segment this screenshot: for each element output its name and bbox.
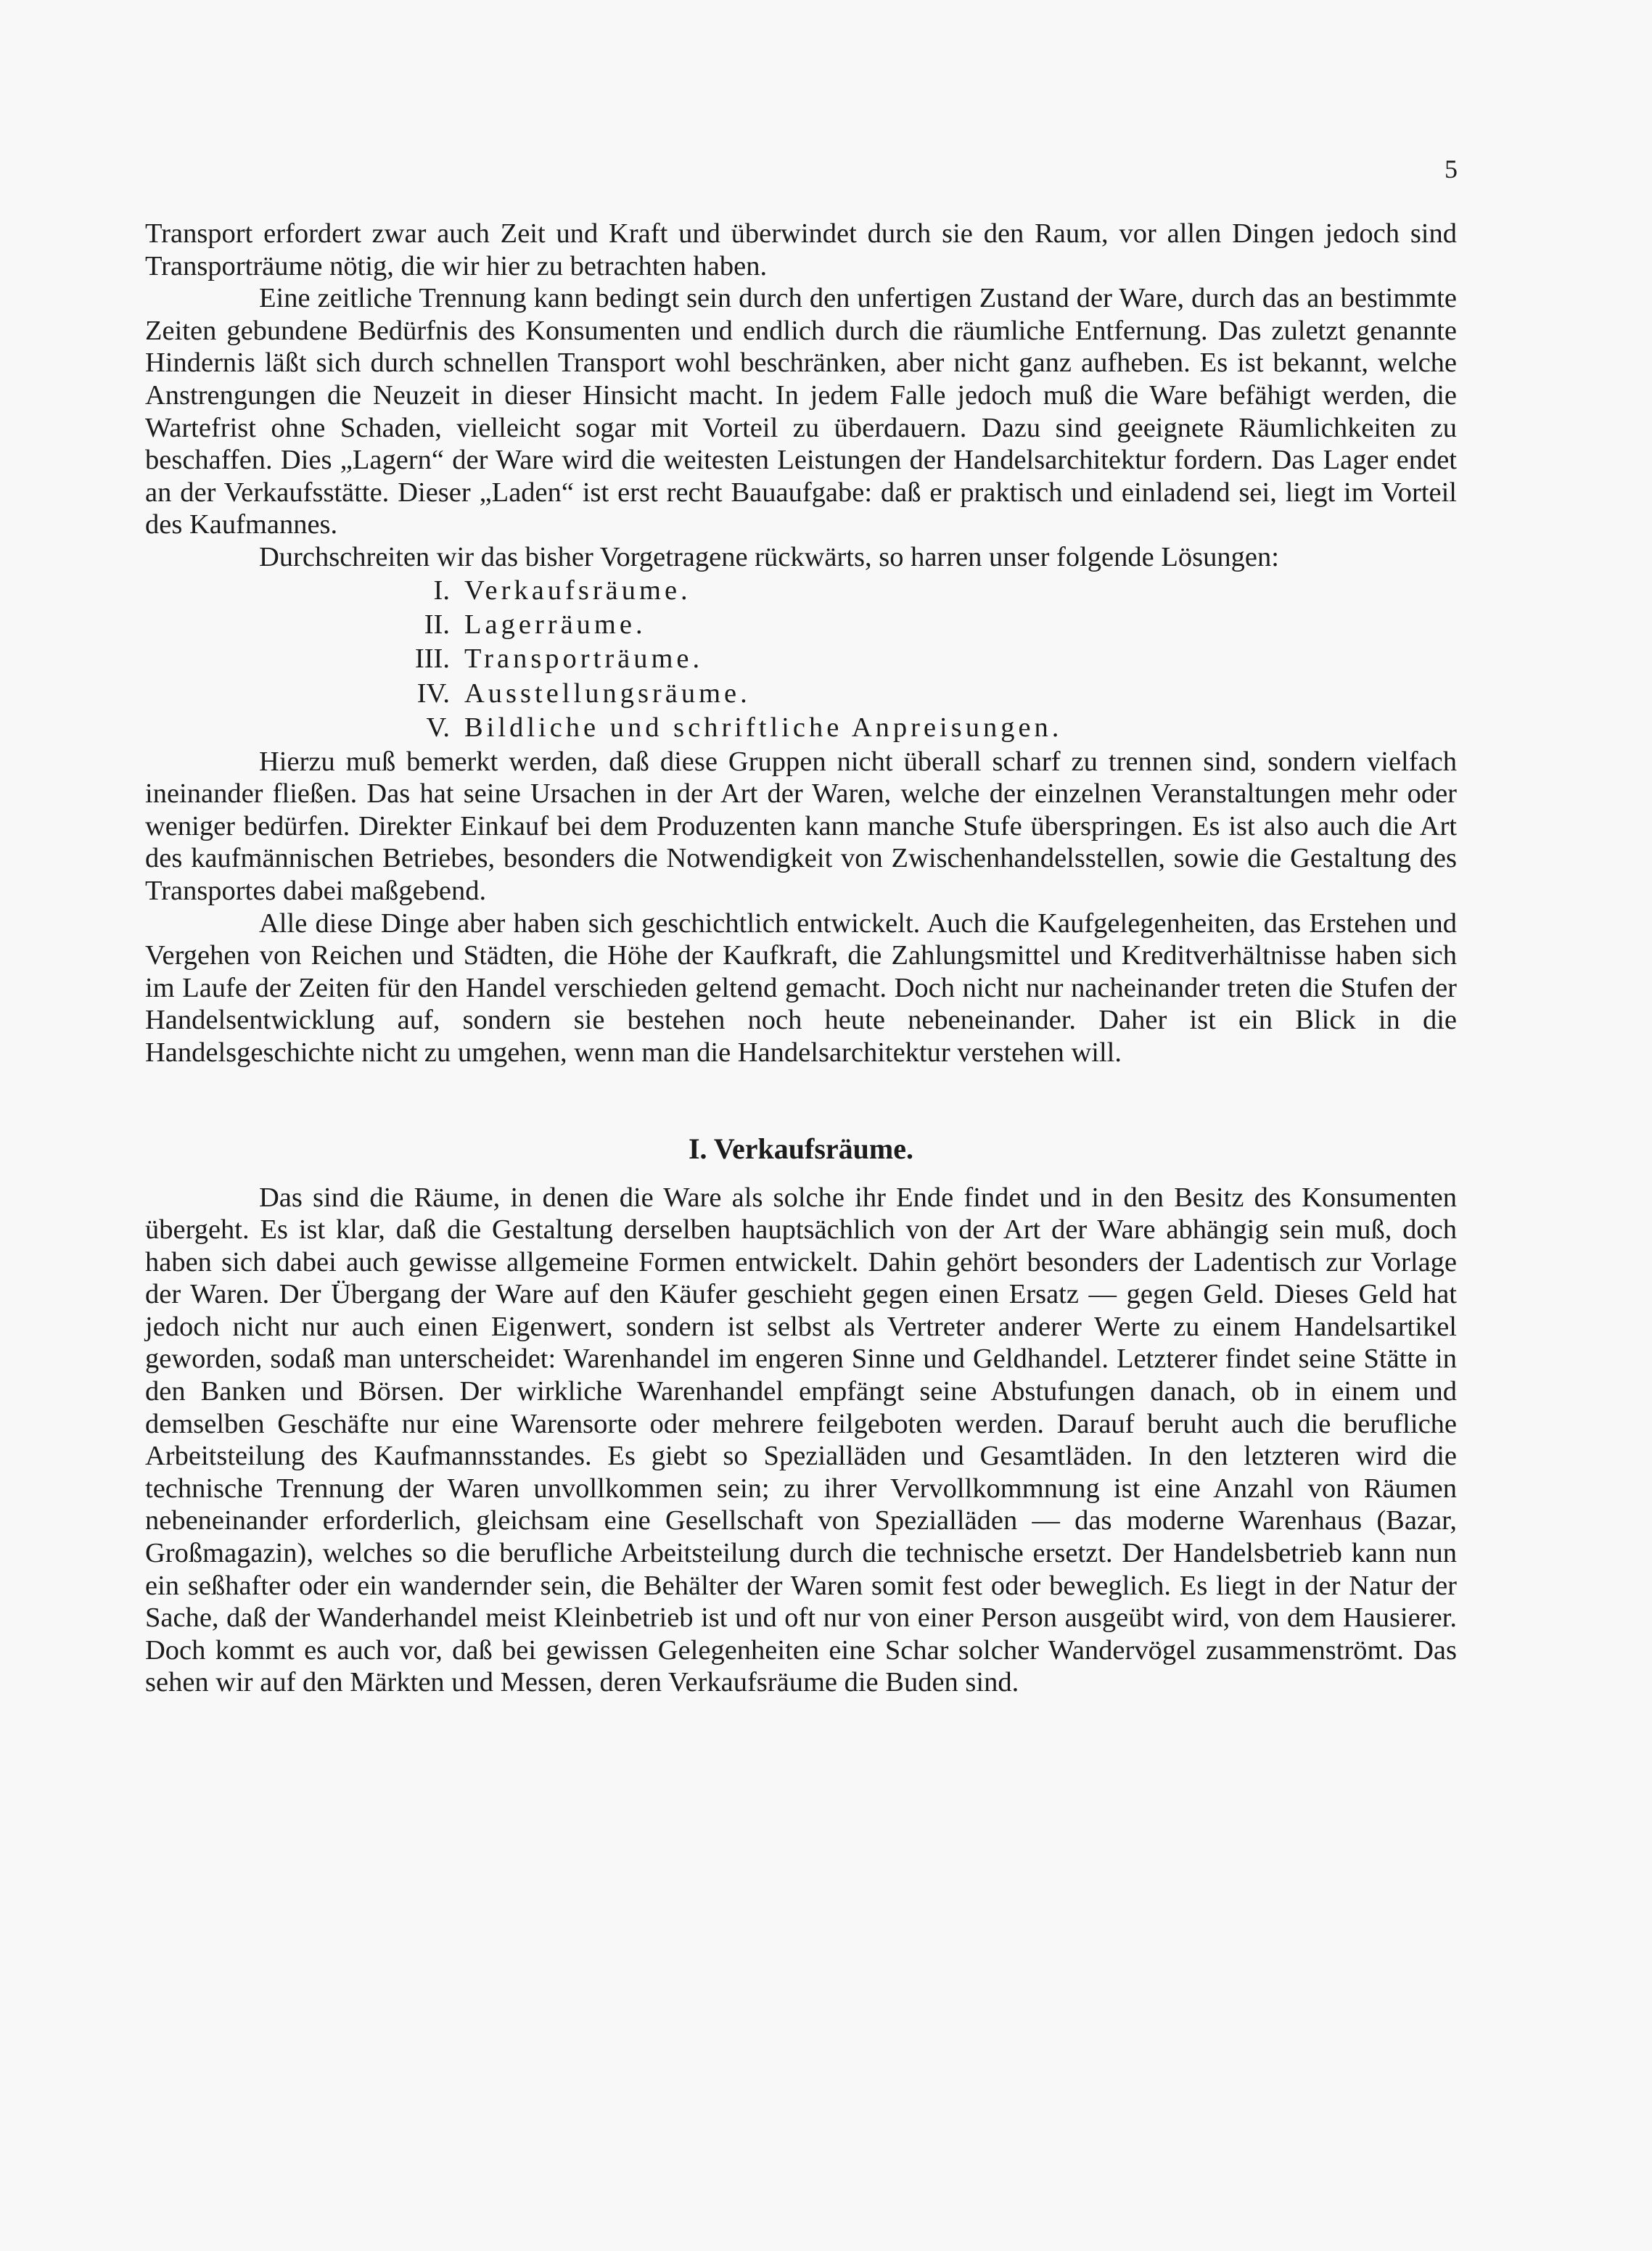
paragraph-geschichte: Alle diese Dinge aber haben sich geschichtlich entwickelt. Auch die Kaufgelegenheiten, das Erstehen und Vergehen von Reichen und Städten, die Höhe der Kaufkraft, die Zahlungsmittel und Kreditverhältnisse haben sich im Laufe der Zeiten für den Handel verschieden geltend gemacht. Doch nicht nur nacheinander treten die Stufen der Handelsentwicklung auf, sondern sie bestehen noch heute nebeneinander. Daher ist ein Blick in die Handelsgeschichte nicht zu umgehen, wenn man die Handelsarchitektur verstehen will. — [145, 908, 1457, 1068]
paragraph-zeitliche-trennung: Eine zeitliche Trennung kann bedingt sein durch den unfertigen Zustand der Ware, durch das an bestimmte Zeiten gebundene Bedürfnis des Konsumenten und endlich durch die räumliche Entfernung. Das zuletzt genannte Hindernis läßt sich durch schnellen Transport wohl beschränken, aber nicht ganz aufheben. Es ist bekannt, welche Anstrengungen die Neuzeit in dieser Hinsicht macht. In jedem Falle jedoch muß die Ware befähigt werden, die Wartefrist ohne Schaden, vielleicht sogar mit Vorteil zu überdauern. Dazu sind geeignete Räumlichkeiten zu beschaffen. Dies „Lagern“ der Ware wird die weitesten Leistungen der Handelsarchitektur fordern. Das Lager endet an der Verkaufsstätte. Dieser „Laden“ ist erst recht Bauaufgabe: daß er praktisch und einladend sei, liegt im Vorteil des Kaufmannes. — [145, 283, 1457, 540]
list-item-label: Transporträume. — [464, 643, 704, 675]
list-item-number: I. — [433, 575, 450, 606]
list-item — [406, 642, 1457, 676]
paragraph-loesungen-intro: Durchschreiten wir das bisher Vorgetragene rückwärts, so harren unser folgende Lösungen: — [259, 541, 1279, 572]
list-item — [406, 677, 1457, 711]
paragraph-transport: Transport erfordert zwar auch Zeit und Kraft und überwindet durch sie den Raum, vor allen Dingen jedoch sind Transporträume nötig, die wir hier zu betrachten haben. — [145, 218, 1457, 281]
paragraph-gruppen: Hierzu muß bemerkt werden, daß diese Gruppen nicht überall scharf zu trennen sind, sondern vielfach ineinander fließen. Das hat seine Ursachen in der Art der Waren, welche der einzelnen Veranstaltungen mehr oder weniger bedürfen. Direkter Einkauf bei dem Produzenten kann manche Stufe überspringen. Es ist also auch die Art des kaufmännischen Betriebes, besonders die Notwendigkeit von Zwischenhandelsstellen, sowie die Gestaltung des Transportes dabei maßgebend. — [145, 746, 1457, 906]
solutions-list — [406, 574, 1457, 746]
list-item-number: IV. — [416, 678, 450, 709]
list-item — [406, 711, 1457, 745]
paragraph-verkaufsraeume: Das sind die Räume, in denen die Ware als solche ihr Ende findet und in den Besitz des Konsumenten übergeht. Es ist klar, daß die Gestaltung derselben hauptsächlich von der Art der Ware abhängig sein muß, doch haben sich dabei auch gewisse allgemeine Formen entwickelt. Dahin gehört besonders der Ladentisch zur Vorlage der Waren. Der Übergang der Ware auf den Käufer geschieht gegen einen Ersatz — gegen Geld. Dieses Geld hat jedoch nicht nur auch einen Eigenwert, sondern ist selbst als Vertreter anderer Werte zu einem Handelsartikel geworden, sodaß man unterscheidet: Warenhandel im engeren Sinne und Geldhandel. Letzterer findet seine Stätte in den Banken und Börsen. Der wirkliche Warenhandel empfängt seine Abstufungen danach, ob in einem und demselben Geschäfte nur eine Warensorte oder mehrere feilgeboten werden. Darauf beruht auch die berufliche Arbeitsteilung des Kaufmannsstandes. Es giebt so Spezialläden und Gesamtläden. In den letzteren wird die technische Trennung der Waren unvollkommen sein; zu ihrer Vervollkommnung ist eine Anzahl von Räumen nebeneinander erforderlich, gleichsam eine Gesellschaft von Spezialläden — das moderne Warenhaus (Bazar, Großmagazin), welches so die berufliche Arbeitsteilung durch die technische ersetzt. Der Handelsbetrieb kann nun ein seßhafter oder ein wandernder sein, die Behälter der Waren somit fest oder beweglich. Es liegt in der Natur der Sache, daß der Wanderhandel meist Kleinbetrieb ist und oft nur von einer Person ausgeübt wird, von dem Hausierer. Doch kommt es auch vor, daß bei gewissen Gelegenheiten eine Schar solcher Wandervögel zusammenströmt. Das sehen wir auf den Märkten und Messen, deren Verkaufsräume die Buden sind. — [145, 1182, 1457, 1698]
list-item-number: II. — [424, 609, 450, 640]
list-item-label: Bildliche und schriftliche Anpreisungen. — [464, 712, 1063, 744]
list-item-number: III. — [414, 643, 450, 675]
section-heading: I. Verkaufsräume. — [688, 1132, 914, 1165]
body-text — [145, 218, 1457, 1699]
list-item-label: Verkaufsräume. — [464, 575, 691, 606]
list-item-number: V. — [426, 712, 450, 744]
list-item-label: Lagerräume. — [464, 609, 646, 640]
list-item — [406, 608, 1457, 642]
list-item-label: Ausstellungsräume. — [464, 678, 751, 709]
list-item — [406, 574, 1457, 608]
page-number: 5 — [1445, 155, 1458, 184]
